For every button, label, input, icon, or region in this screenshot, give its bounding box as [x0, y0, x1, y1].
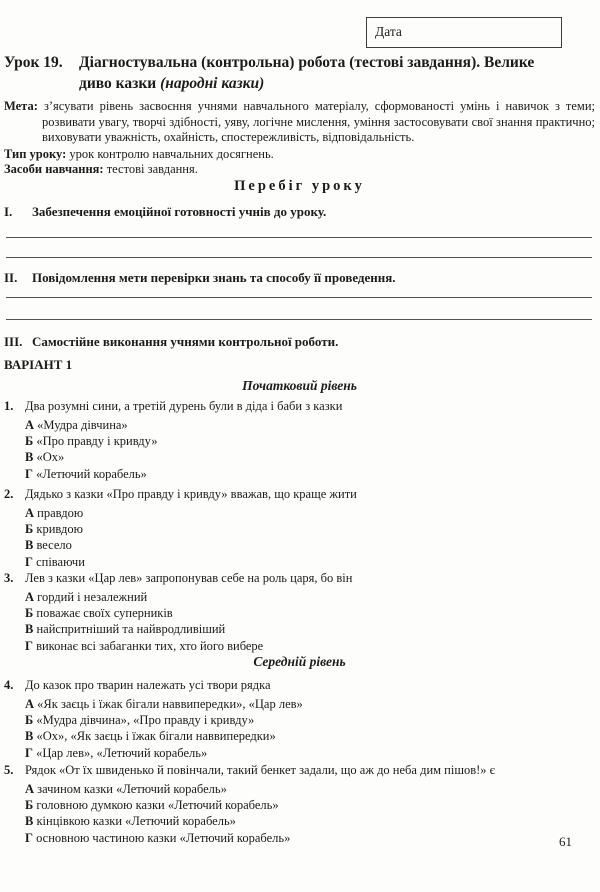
teaching-aids-text: тестові завдання.: [106, 162, 198, 176]
question-2: [4, 486, 595, 570]
option-text: зачином казки «Летючий корабель»: [37, 782, 227, 796]
option-letter: Г: [25, 638, 33, 653]
goal-text: з’ясувати рівень засвоєння учнями навчального матеріалу, сформованості умінь і навичок з теми; розвивати увагу, творчі здібності, уяву, логічне мислення, уміння застосовувати свої знання практично; виховувати уважність, охайність, спостережливість, відповідальність.: [42, 99, 596, 144]
option-row: [25, 466, 595, 482]
option-letter: Г: [25, 830, 33, 845]
option-letter: Г: [25, 745, 33, 760]
section-heading-2: [4, 270, 595, 286]
option-text: «Про правду і кривду»: [36, 434, 158, 449]
option-row: [25, 449, 595, 465]
option-row: [25, 797, 595, 813]
option-letter: А: [25, 697, 35, 711]
option-row: [25, 781, 595, 797]
question-text: Лев з казки «Цар лев» запропонував себе на роль царя, бо він: [25, 571, 353, 585]
option-text: «Як заєць і їжак бігали наввипередки», «Цар лев»: [37, 697, 303, 711]
option-row: [25, 830, 595, 846]
option-letter: В: [25, 729, 34, 744]
option-row: [25, 696, 595, 712]
section-numeral: III.: [4, 334, 23, 349]
option-row: [25, 417, 595, 433]
date-label: Дата: [375, 24, 402, 39]
section-text: Повідомлення мети перевірки знань та способу її проведення.: [32, 270, 396, 285]
option-text: «Мудра дівчина», «Про правду і кривду»: [36, 713, 255, 728]
option-letter: Б: [25, 522, 34, 537]
page-number: 61: [559, 834, 572, 849]
option-row: [25, 621, 595, 637]
option-letter: А: [25, 418, 35, 432]
option-row: [25, 813, 595, 829]
option-text: «Ох»: [36, 450, 65, 465]
option-text: правдою: [37, 506, 84, 520]
option-text: «Летючий корабель»: [36, 466, 147, 481]
section-heading-1: [4, 204, 595, 220]
option-text: поважає своїх суперників: [36, 606, 173, 621]
question-number: 3.: [4, 571, 14, 585]
question-number: 1.: [4, 399, 14, 413]
option-row: [25, 589, 595, 605]
lesson-type-line: [4, 146, 595, 162]
question-text: Дядько з казки «Про правду і кривду» вважав, що краще жити: [25, 487, 357, 501]
option-letter: В: [25, 450, 34, 465]
section-text: Забезпечення емоційної готовності учнів до уроку.: [32, 204, 327, 219]
section-numeral: II.: [4, 270, 18, 285]
option-row: [25, 745, 595, 761]
option-text: найспритніший та найвродливіший: [36, 622, 226, 637]
option-letter: Г: [25, 554, 33, 569]
question-3: [4, 570, 595, 654]
option-text: «Цар лев», «Летючий корабель»: [36, 745, 208, 760]
option-text: кривдою: [36, 522, 83, 537]
option-text: весело: [36, 538, 72, 553]
teaching-aids-label: Засоби навчання:: [4, 162, 104, 176]
option-text: основною частиною казки «Летючий корабель»: [36, 830, 291, 845]
option-letter: Б: [25, 606, 34, 621]
date-field-box: [366, 17, 562, 48]
option-text: «Мудра дівчина»: [37, 418, 128, 432]
lesson-title-line2: диво казки: [79, 75, 157, 92]
question-1: [4, 398, 595, 482]
lesson-subtitle-italic: (народні казки): [160, 75, 265, 92]
option-row: [25, 433, 595, 449]
level-title-middle: Середній рівень: [253, 654, 346, 669]
option-text: «Ох», «Як заєць і їжак бігали наввипередки»: [36, 729, 276, 744]
writing-line: [6, 319, 592, 320]
option-letter: А: [25, 506, 35, 520]
variant-label: ВАРІАНТ 1: [4, 357, 73, 372]
option-letter: Б: [25, 798, 34, 813]
question-text: Два розумні сини, а третій дурень були в діда і баби з казки: [25, 399, 343, 413]
question-number: 4.: [4, 678, 14, 692]
option-text: виконає всі забаганки тих, хто його вибере: [36, 638, 264, 653]
section-text: Самостійне виконання учнями контрольної роботи.: [32, 334, 339, 349]
option-row: [25, 712, 595, 728]
option-row: [25, 605, 595, 621]
writing-line: [6, 237, 592, 238]
goal-paragraph: [4, 99, 595, 146]
question-4: [4, 677, 595, 761]
option-letter: В: [25, 538, 34, 553]
flow-heading: Перебіг уроку: [234, 178, 365, 194]
option-row: [25, 537, 595, 553]
option-row: [25, 505, 595, 521]
writing-line: [6, 257, 592, 258]
option-letter: А: [25, 590, 35, 604]
option-letter: А: [25, 782, 35, 796]
question-text: Рядок «От їх швиденько й повінчали, такий бенкет задали, що аж до неба дим пішов!» є: [25, 763, 496, 777]
lesson-title-line1: Діагностувальна (контрольна) робота (тестові завдання). Велике: [79, 54, 535, 71]
lesson-title: [4, 52, 595, 94]
option-letter: В: [25, 622, 34, 637]
teaching-aids-line: [4, 161, 595, 177]
lesson-type-label: Тип уроку:: [4, 147, 67, 161]
goal-label: Мета:: [4, 99, 38, 113]
option-text: головною думкою казки «Летючий корабель»: [36, 798, 279, 813]
option-row: [25, 728, 595, 744]
option-letter: Г: [25, 466, 33, 481]
section-numeral: I.: [4, 204, 13, 219]
option-letter: Б: [25, 713, 34, 728]
option-text: гордий і незалежний: [37, 590, 148, 604]
question-number: 2.: [4, 487, 14, 501]
question-text: До казок про тварин належать усі твори рядка: [25, 678, 271, 692]
option-text: кінцівкою казки «Летючий корабель»: [36, 814, 236, 829]
option-letter: В: [25, 814, 34, 829]
option-row: [25, 638, 595, 654]
option-text: співаючи: [36, 554, 85, 569]
lesson-number: Урок 19.: [4, 54, 63, 71]
level-title-initial: Початковий рівень: [242, 378, 357, 393]
option-row: [25, 554, 595, 570]
option-letter: Б: [25, 434, 34, 449]
writing-line: [6, 297, 592, 298]
section-heading-3: [4, 334, 595, 350]
lesson-type-text: урок контролю навчальних досягнень.: [69, 147, 274, 161]
question-number: 5.: [4, 763, 14, 777]
question-5: [4, 762, 595, 846]
option-row: [25, 521, 595, 537]
